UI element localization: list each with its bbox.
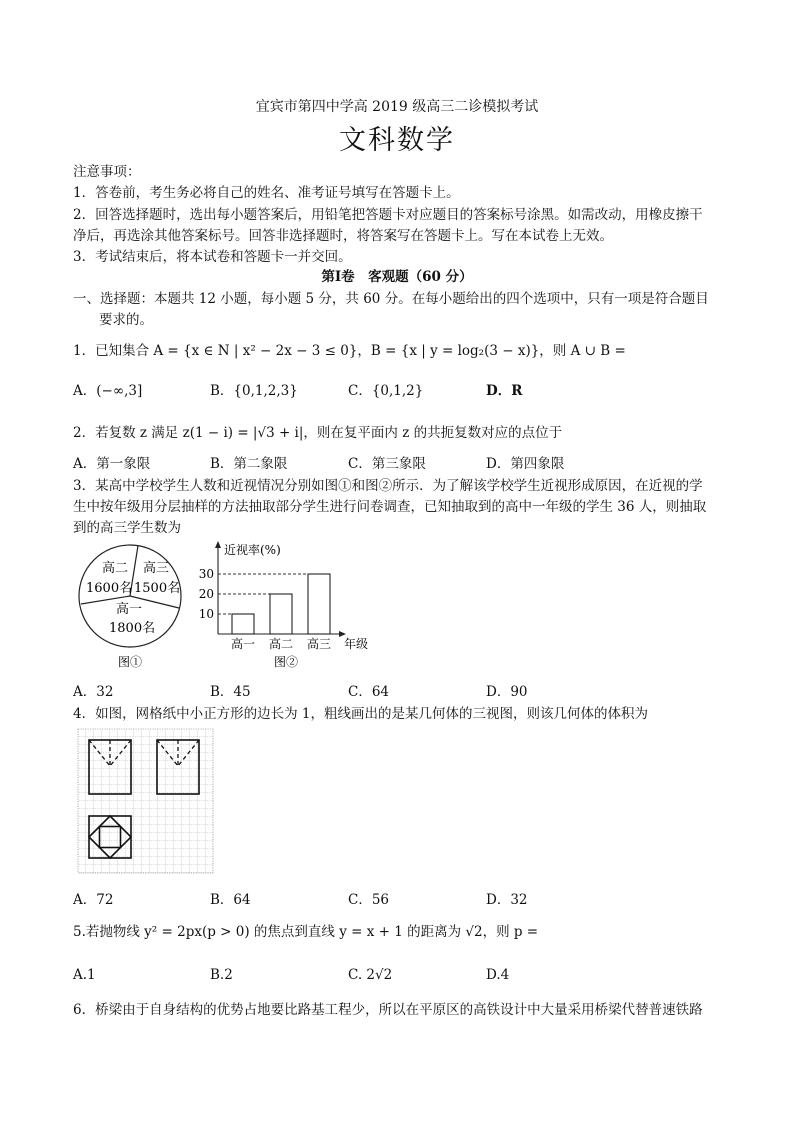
- q1-option-a: A．(−∞,3]: [73, 383, 143, 399]
- x-axis-label: 年级: [344, 637, 369, 651]
- pie-caption: 图①: [118, 655, 143, 669]
- q2-option-a: A．第一象限: [73, 456, 151, 472]
- bar-高三: [308, 574, 330, 634]
- x-tick-高三: 高三: [306, 637, 332, 651]
- q3-option-a: A．32: [73, 684, 114, 700]
- y-axis-label: 近视率(%): [224, 543, 281, 557]
- q3-option-d: D．90: [486, 684, 528, 700]
- q1-option-c: C．{0,1,2}: [348, 383, 424, 399]
- q4-option-c: C．56: [348, 892, 390, 908]
- q5-text: 5.若抛物线 y² = 2px(p > 0) 的焦点到直线 y = x + 1 的距离为 √2，则 p =: [73, 924, 539, 940]
- pie-figure: [76, 538, 186, 670]
- q2-option-c: C．第三象限: [348, 456, 426, 472]
- bar-chart: [196, 538, 376, 670]
- bar-caption: 图②: [274, 655, 299, 669]
- pie-label-gao1: 高一: [116, 602, 143, 617]
- x-tick-高一: 高一: [230, 637, 256, 651]
- bar-高一: [232, 614, 254, 634]
- bar-高二: [270, 594, 292, 634]
- pie-label-gao2: 高二: [102, 561, 129, 576]
- pie-count-gao3: 1500名: [134, 581, 181, 596]
- y-tick-10: 10: [198, 607, 214, 621]
- exam-title: 文科数学: [339, 125, 455, 156]
- q1-option-b: B．{0,1,2,3}: [210, 383, 298, 399]
- q4-text: 4．如图，网格纸中小正方形的边长为 1，粗线画出的是某几何体的三视图，则该几何体的体积为: [73, 706, 648, 722]
- q6-text: 6．桥梁由于自身结构的优势占地要比路基工程少，所以在平原区的高铁设计中大量采用桥梁代替普速铁路: [73, 1002, 703, 1018]
- q2-text: 2．若复数 z 满足 z(1 − i) = |√3 + i|，则在复平面内 z 的共扼复数对应的点位于: [73, 425, 563, 441]
- q5-option-b: B.2: [210, 967, 233, 983]
- notice-heading: 注意事项：: [73, 164, 141, 180]
- exam-subtitle: 宜宾市第四中学高 2019 级高三二诊模拟考试: [255, 99, 539, 115]
- section-intro-1: 一、选择题：本题共 12 小题，每小题 5 分，共 60 分。在每小题给出的四个选项中，只有一项是符合题目: [73, 291, 709, 307]
- notice-item-2-cont: 净后，再选涂其他答案标号。回答非选择题时，将答案写在答题卡上。写在本试卷上无效。: [73, 228, 613, 244]
- q3-line-2: 生中按年级用分层抽样的方法抽取部分学生进行问卷调查，已知抽取到的高中一年级的学生 36 人，则抽取: [73, 499, 707, 515]
- y-tick-30: 30: [198, 567, 214, 581]
- notice-item-2: 2．回答选择题时，选出每小题答案后，用铅笔把答题卡对应题目的答案标号涂黑。如需改动，用橡皮擦干: [73, 207, 703, 223]
- pie-count-gao1: 1800名: [109, 621, 156, 636]
- notice-item-1: 1．答卷前，考生务必将自己的姓名、准考证号填写在答题卡上。: [73, 185, 460, 201]
- q1-option-d: D．R: [486, 383, 523, 399]
- q2-option-d: D．第四象限: [486, 456, 565, 472]
- q3-line-3: 到的高三学生数为: [73, 520, 181, 536]
- q3-option-b: B．45: [210, 684, 251, 700]
- q5-option-c: C. 2√2: [348, 967, 393, 983]
- q4-option-d: D．32: [486, 892, 528, 908]
- q3-line-1: 3．某高中学校学生人数和近视情况分别如图①和图②所示．为了解该学校学生近视形成原因，在近视的学: [73, 478, 703, 494]
- x-tick-高二: 高二: [268, 637, 294, 651]
- q3-option-c: C．64: [348, 684, 390, 700]
- q4-option-a: A．72: [73, 892, 114, 908]
- pie-count-gao2: 1600名: [86, 581, 133, 596]
- pie-label-gao3: 高三: [143, 561, 170, 576]
- q2-option-b: B．第二象限: [210, 456, 288, 472]
- section-intro-2: 要求的。: [99, 312, 153, 328]
- y-tick-20: 20: [198, 587, 214, 601]
- section-title: 第Ⅰ卷 客观题（60 分）: [321, 269, 473, 285]
- q1-text: 1．已知集合 A = {x ∈ N | x² − 2x − 3 ≤ 0}，B = {x | y = log₂(3 − x)}，则 A ∪ B =: [73, 343, 626, 359]
- q5-option-d: D.4: [486, 967, 510, 983]
- notice-item-3: 3．考试结束后，将本试卷和答题卡一并交回。: [73, 249, 352, 265]
- q5-option-a: A.1: [73, 967, 96, 983]
- three-view-figure: [77, 728, 215, 874]
- q4-option-b: B．64: [210, 892, 251, 908]
